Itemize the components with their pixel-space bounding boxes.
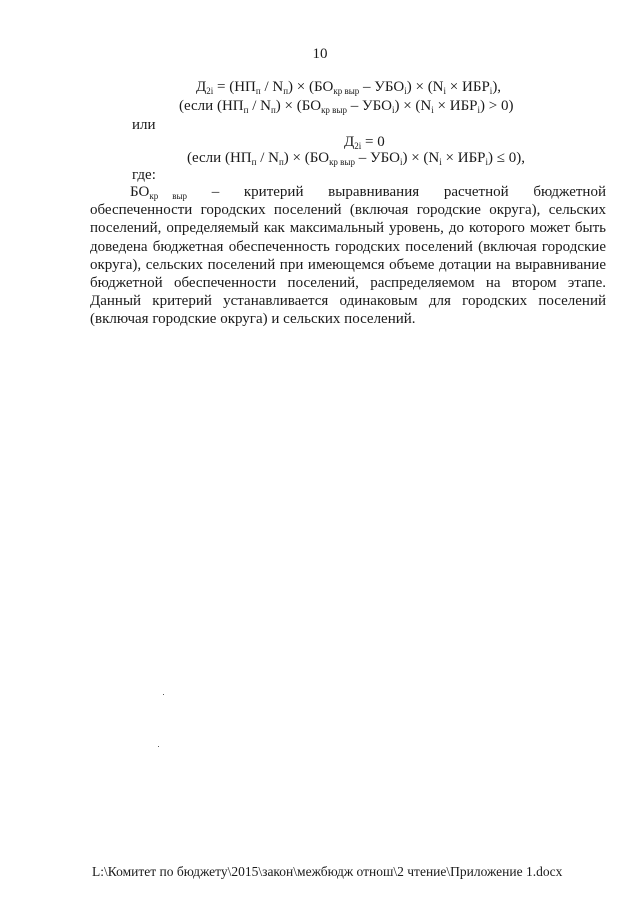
formula-1-sub2: п: [283, 86, 289, 96]
scan-speck: [163, 694, 164, 695]
term-sub: кр: [149, 191, 159, 201]
formula-2-lhs: Д: [344, 134, 355, 150]
formula-1-part5: ) × (N: [406, 79, 444, 95]
formula-1-sub1: п: [255, 86, 261, 96]
formula-1-part4: – УБО: [359, 79, 405, 95]
condition-1-sub6: i: [477, 105, 481, 115]
condition-1-sub1: п: [243, 105, 249, 115]
condition-1-part2: / N: [248, 98, 271, 114]
definition-term: [90, 183, 187, 201]
definition-paragraph: [90, 183, 606, 329]
condition-1-part7: ) > 0): [480, 98, 514, 114]
condition-1: [179, 97, 514, 115]
condition-2-sub1: п: [251, 157, 257, 167]
term-main: БО: [130, 184, 150, 200]
formula-1-part6: × ИБР: [446, 79, 490, 95]
formula-1-part3: ) × (БО: [288, 79, 334, 95]
condition-2-part5: ) × (N: [402, 150, 440, 166]
condition-2-sub2: п: [278, 157, 284, 167]
formula-1: [196, 78, 501, 96]
or-word: или: [132, 117, 156, 133]
formula-1-sub3: кр выр: [333, 86, 360, 96]
condition-2: [187, 149, 525, 167]
formula-1-sub4: i: [404, 86, 407, 96]
condition-2-part7: ) ≤ 0),: [488, 150, 526, 166]
formula-1-part7: ),: [492, 79, 502, 95]
formula-1-lhs: Д: [196, 79, 207, 95]
definition-text: обеспеченности городских поселений (включая городские округа), сельских поселений, определяемый как максимальный уровень, до которого может быть доведена бюджетная обеспеченность городских поселений (включая городские округа), сельских поселений при имеющемся объеме дотации на выравнивание бюджетной обеспеченности поселений, распределяемом на втором этапе. Данный критерий устанавливается одинаковым для городских поселений (включая городские округа) и сельских поселений.: [90, 202, 606, 328]
condition-1-part1: (если (НП: [179, 98, 244, 114]
definition-word-4: бюджетной: [533, 184, 606, 200]
condition-2-part6: × ИБР: [441, 150, 486, 166]
condition-2-sub5: i: [439, 157, 442, 167]
formula-2-lhs-sub: 2i: [354, 141, 362, 151]
condition-1-part5: ) × (N: [394, 98, 432, 114]
condition-1-sub3: кр выр: [321, 105, 347, 115]
condition-1-sub4: i: [391, 105, 395, 115]
formula-1-part2: / N: [260, 79, 284, 95]
term-sub2: выр: [172, 191, 188, 201]
condition-2-part3: ) × (БО: [283, 150, 330, 166]
condition-2-part1: (если (НП: [187, 150, 252, 166]
formula-1-sub6: i: [489, 86, 493, 96]
condition-2-sub6: i: [485, 157, 489, 167]
definition-word-3: расчетной: [443, 184, 509, 200]
definition-word-1: критерий: [243, 184, 304, 200]
formula-2-rhs: = 0: [361, 134, 385, 150]
definition-first-line: [90, 183, 606, 201]
where-word: где:: [132, 167, 156, 183]
definition-dash: –: [211, 184, 220, 200]
condition-1-part3: ) × (БО: [275, 98, 322, 114]
formula-1-sub5: i: [443, 86, 447, 96]
condition-2-sub3: кр выр: [329, 157, 355, 167]
scan-speck: [158, 746, 159, 747]
condition-2-sub4: i: [399, 157, 403, 167]
condition-1-sub2: п: [270, 105, 276, 115]
condition-2-part4: – УБО: [354, 150, 400, 166]
formula-1-part1: = (НП: [213, 79, 256, 95]
condition-1-part4: – УБО: [346, 98, 392, 114]
footer-file-path: L:\Комитет по бюджету\2015\закон\межбюдж отнош\2 чтение\Приложение 1.docx: [92, 864, 563, 879]
formula-1-lhs-sub: 2i: [206, 86, 214, 96]
page-number: 10: [312, 46, 328, 62]
condition-1-sub5: i: [431, 105, 434, 115]
condition-2-part2: / N: [256, 150, 279, 166]
definition-word-2: выравнивания: [328, 184, 420, 200]
condition-1-part6: × ИБР: [433, 98, 478, 114]
